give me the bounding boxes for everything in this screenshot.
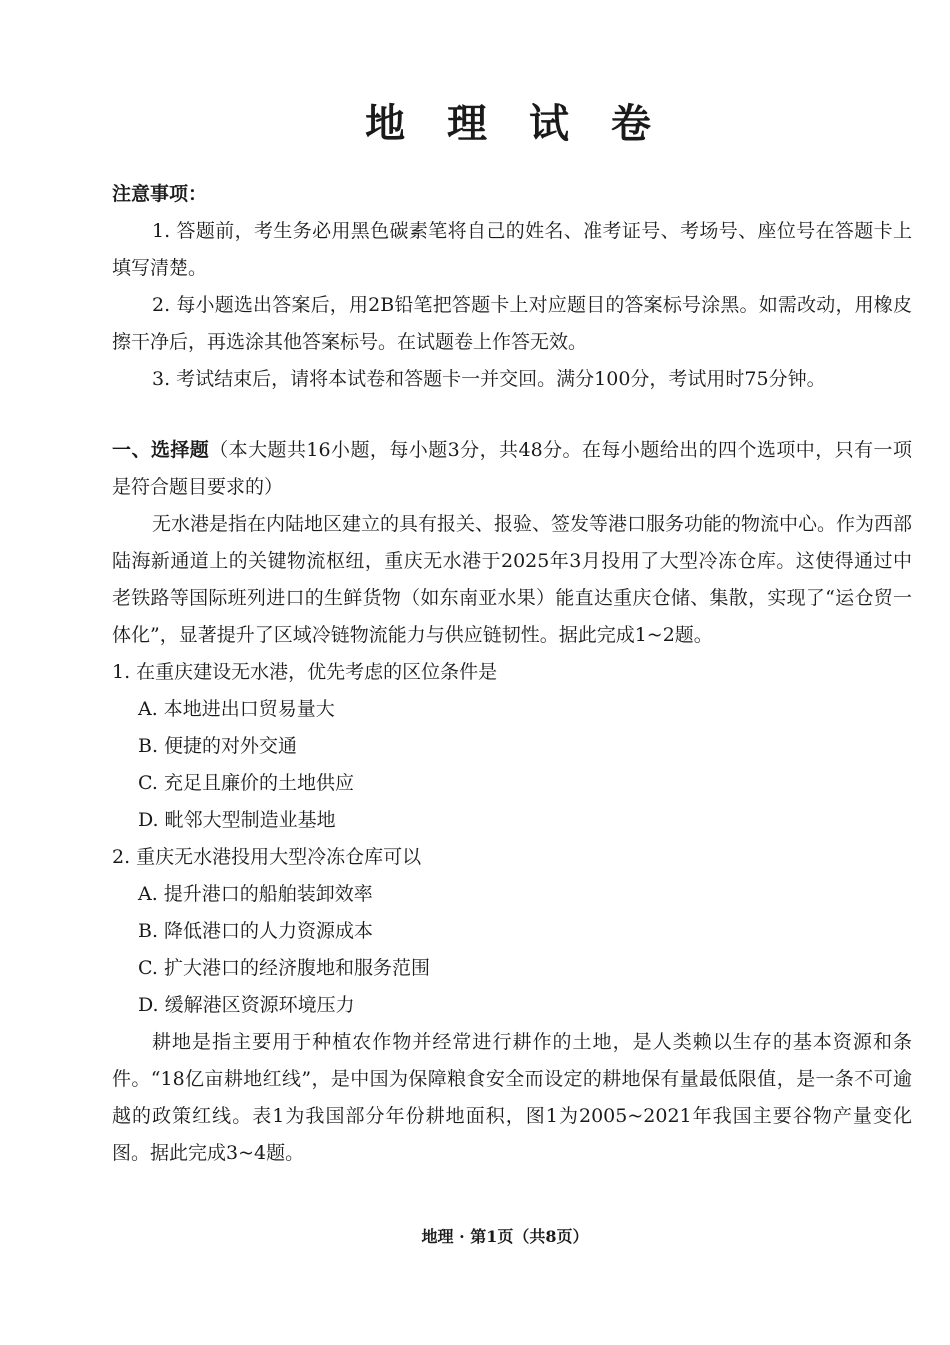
question-1-option-c: C. 充足且廉价的土地供应 — [138, 772, 354, 794]
question-2-option-c: C. 扩大港口的经济腹地和服务范围 — [138, 957, 430, 979]
question-1-option-d: D. 毗邻大型制造业基地 — [138, 809, 336, 831]
section-heading — [112, 432, 912, 506]
question-2-option-a: A. 提升港口的船舶装卸效率 — [138, 883, 373, 905]
notice-item-3: 3. 考试结束后，请将本试卷和答题卡一并交回。满分100分，考试用时75分钟。 — [152, 368, 826, 390]
question-2-option-b: B. 降低港口的人力资源成本 — [138, 920, 374, 942]
notice-heading: 注意事项： — [112, 183, 208, 205]
notice-item-2: 2. 每小题选出答案后，用2B铅笔把答题卡上对应题目的答案标号涂黑。如需改动，用橡皮擦干净后，再选涂其他答案标号。在试题卷上作答无效。 — [112, 294, 912, 353]
exam-title: 地 理 试 卷 — [365, 100, 665, 147]
section-description: （本大题共16小题，每小题3分，共48分。在每小题给出的四个选项中，只有一项是符合题目要求的） — [112, 439, 912, 498]
question-2-stem: 2. 重庆无水港投用大型冷冻仓库可以 — [112, 846, 422, 868]
question-1-option-a: A. 本地进出口贸易量大 — [138, 698, 335, 720]
question-1-option-b: B. 便捷的对外交通 — [138, 735, 298, 757]
question-1-stem: 1. 在重庆建设无水港，优先考虑的区位条件是 — [112, 661, 498, 683]
question-2-option-d: D. 缓解港区资源环境压力 — [138, 994, 355, 1016]
passage-farmland: 耕地是指主要用于种植农作物并经常进行耕作的土地，是人类赖以生存的基本资源和条件。“18亿亩耕地红线”，是中国为保障粮食安全而设定的耕地保有量最低限值，是一条不可逾越的政策红线。表1为我国部分年份耕地面积，图1为2005~2021年我国主要谷物产量变化图。据此完成3~4题。 — [112, 1031, 912, 1164]
page-footer: 地理 · 第1页（共8页） — [421, 1227, 589, 1246]
passage-dry-port: 无水港是指在内陆地区建立的具有报关、报验、签发等港口服务功能的物流中心。作为西部陆海新通道上的关键物流枢纽，重庆无水港于2025年3月投用了大型冷冻仓库。这使得通过中老铁路等国际班列进口的生鲜货物（如东南亚水果）能直达重庆仓储、集散，实现了“运仓贸一体化”，显著提升了区域冷链物流能力与供应链韧性。据此完成1~2题。 — [112, 513, 913, 646]
exam-content — [112, 176, 912, 1172]
section-lead: 一、选择题 — [112, 439, 210, 461]
notice-item-1: 1. 答题前，考生务必用黑色碳素笔将自己的姓名、准考证号、考场号、座位号在答题卡上填写清楚。 — [112, 220, 912, 279]
